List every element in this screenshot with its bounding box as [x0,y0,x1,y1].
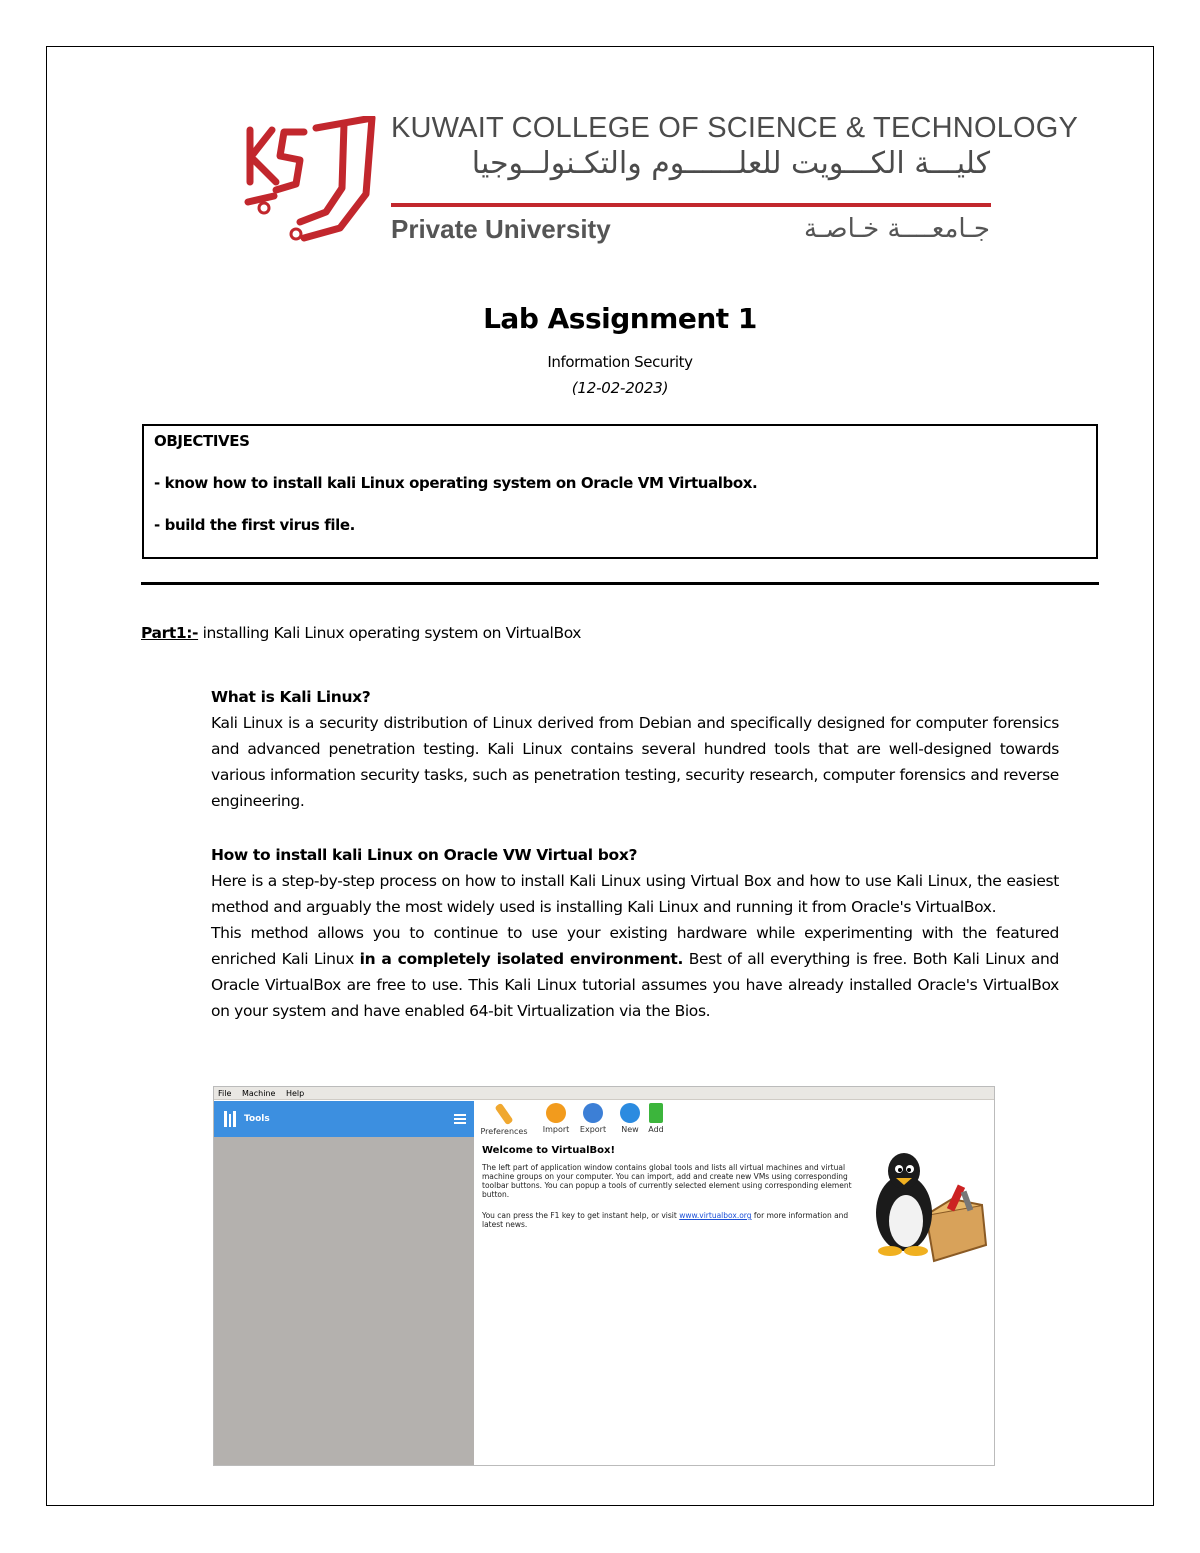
objective-item: - know how to install kali Linux operating system on Oracle VM Virtualbox. [154,474,758,492]
logo-arabic-name: كليـــة الكـــويت للعلــــــوم والتكـنولــوجيا [471,146,990,181]
part1-line [141,624,581,642]
wrench-icon [494,1103,513,1126]
virtualbox-screenshot [213,1086,995,1466]
objective-item: - build the first virus file. [154,516,355,534]
section-body: Kali Linux is a security distribution of Linux derived from Debian and specifically designed for computer forensics and advanced penetration testing. Kali Linux contains several hundred tools that are well-designed towards various information security tasks, such as penetration testing, security research, computer forensics and reverse engineering. [211,714,1059,810]
section-how-to-install [211,842,1059,1024]
import-button[interactable]: Import [542,1103,570,1134]
objectives-box [142,424,1098,559]
preferences-button[interactable]: Preferences [478,1103,530,1136]
section-heading: What is Kali Linux? [211,688,371,706]
new-vm-icon [620,1103,640,1123]
logo-private-university: Private University [391,214,611,244]
section-divider [141,582,1099,585]
new-button[interactable]: New [618,1103,642,1134]
export-icon [583,1103,603,1123]
menu-machine[interactable]: Machine [241,1089,276,1098]
import-icon [546,1103,566,1123]
welcome-title: Welcome to VirtualBox! [482,1145,615,1156]
add-plus-icon [649,1103,663,1123]
vbox-sidebar [214,1101,474,1465]
hamburger-menu-icon[interactable] [454,1113,466,1125]
vbox-toolbar [476,1101,994,1141]
logo-private-university-arabic: جـامعــــة خـاصـة [804,214,990,244]
menu-help[interactable]: Help [285,1089,305,1098]
vbox-main-pane [476,1101,994,1465]
part1-label: Part1:- [141,624,199,642]
vbox-menubar [214,1087,994,1100]
section-paragraph: This method allows you to continue to use your existing hardware while experimenting with the featured enriched Kali Linux in a completely isolated environment. Best of all everything is free. Both Kali Linux and Oracle VirtualBox are free to use. This Kali Linux tutorial assumes you have already installed Oracle's VirtualBox on your system and have enabled 64-bit Virtualization via the Bios. [211,924,1059,1020]
objectives-heading: OBJECTIVES [154,432,250,450]
tools-icon [222,1110,238,1128]
page-title: Lab Assignment 1 [483,302,757,335]
logo-english-name: KUWAIT COLLEGE OF SCIENCE & TECHNOLOGY [391,112,1079,144]
vbox-tools-item[interactable] [214,1101,474,1137]
section-heading: How to install kali Linux on Oracle VW Virtual box? [211,846,638,864]
welcome-paragraph: The left part of application window contains global tools and lists all virtual machines and virtual machine groups on your computer. You can import, add and create new VMs using corresponding toolbar buttons. You can popup a tools of currently selected element using corresponding element button. [482,1163,852,1199]
part1-text: installing Kali Linux operating system on VirtualBox [198,624,582,642]
course-name: Information Security [547,353,693,371]
menu-file[interactable]: File [218,1089,232,1098]
welcome-help-paragraph: You can press the F1 key to get instant help, or visit www.virtualbox.org for more information and latest news. [482,1211,849,1229]
logo-divider [391,203,991,207]
emphasis-text: in a completely isolated environment. [359,950,684,968]
tools-label: Tools [244,1114,270,1124]
section-paragraph: Here is a step-by-step process on how to install Kali Linux using Virtual Box and how to use Kali Linux, the easiest method and arguably the most widely used is installing Kali Linux and running it from Oracle's VirtualBox. [211,872,1059,916]
virtualbox-link[interactable]: www.virtualbox.org [679,1211,752,1220]
kcst-logo-icon [244,116,380,246]
export-button[interactable]: Export [578,1103,608,1134]
add-button[interactable]: Add [644,1103,668,1134]
section-what-is-kali [211,684,1059,814]
tux-toolbox-icon [868,1145,988,1263]
assignment-date: (12-02-2023) [571,379,669,397]
